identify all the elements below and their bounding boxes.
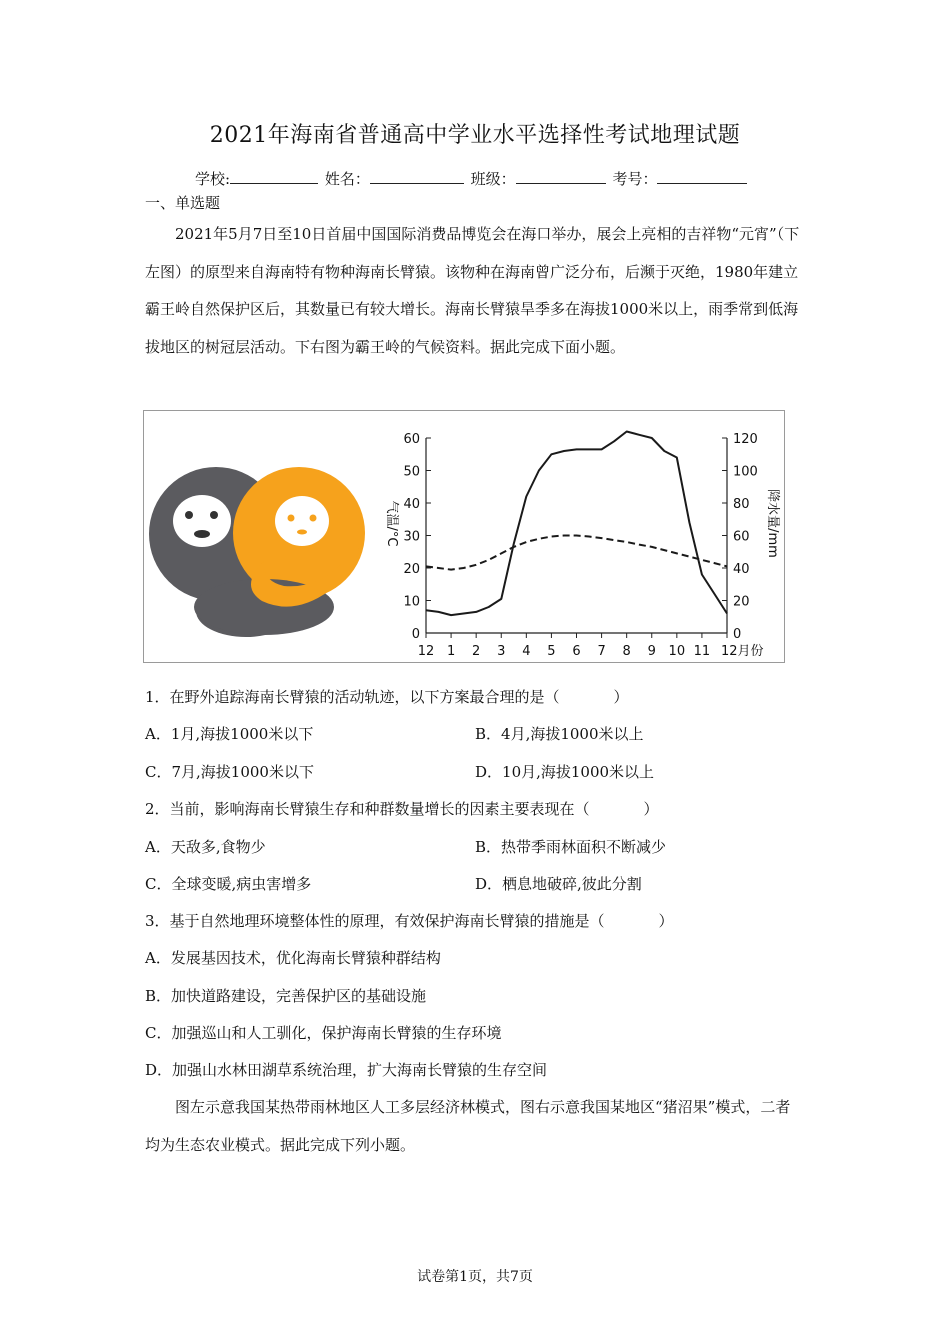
student-info-line: [195, 168, 749, 189]
temperature-line: [426, 536, 727, 570]
school-blank: [230, 169, 318, 184]
question-2-stem: 2．当前，影响海南长臂猿生存和种群数量增长的因素主要表现在（: [145, 800, 590, 818]
question-1: [145, 686, 629, 707]
y-right-tick-label: 100: [733, 464, 758, 480]
q2-option-a[interactable]: A．天敌多,食物少: [145, 838, 266, 856]
y-left-tick-label: 60: [403, 432, 420, 447]
page-title: 2021年海南省普通高中学业水平选择性考试地理试题: [209, 123, 741, 148]
x-tick-label: 6: [572, 644, 581, 659]
id-label: 考号：: [612, 170, 658, 188]
q1-option-a[interactable]: A．1月,海拔1000米以下: [145, 725, 314, 743]
y-right-tick-label: 120: [733, 432, 758, 447]
name-blank: [370, 169, 464, 184]
q1-option-c[interactable]: C．7月,海拔1000米以下: [145, 763, 314, 781]
q3-option-b[interactable]: B．加快道路建设，完善保护区的基础设施: [145, 987, 427, 1005]
x-tick-label: 2: [472, 644, 481, 659]
question-3-stem: 3．基于自然地理环境整体性的原理，有效保护海南长臂猿的措施是（: [145, 912, 605, 930]
q3-option-d[interactable]: D．加强山水林田湖草系统治理，扩大海南长臂猿的生存空间: [145, 1061, 548, 1079]
q2-option-b[interactable]: B．热带季雨林面积不断减少: [475, 838, 667, 856]
y-right-tick-label: 20: [733, 594, 750, 610]
section-heading: 一、单选题: [145, 194, 221, 212]
y-right-tick-label: 40: [733, 562, 750, 577]
y-left-tick-label: 50: [403, 464, 420, 480]
class-label: 班级：: [470, 170, 516, 188]
y-right-tick-label: 80: [733, 497, 750, 512]
y-right-tick-label: 60: [733, 529, 750, 545]
class-blank: [516, 169, 606, 184]
q1-option-d[interactable]: D．10月,海拔1000米以上: [475, 763, 655, 781]
figure-box: [143, 410, 785, 663]
q3-option-a[interactable]: A．发展基因技术，优化海南长臂猿种群结构: [145, 949, 441, 967]
y-left-tick-label: 30: [403, 529, 420, 545]
question-2-close: ）: [643, 800, 659, 818]
x-tick-label: 11: [693, 644, 711, 659]
question-3: [145, 910, 674, 931]
question-1-stem: 1．在野外追踪海南长臂猿的活动轨迹，以下方案最合理的是（: [145, 688, 560, 706]
x-tick-label: 8: [622, 644, 631, 659]
x-tick-label: 10: [668, 644, 686, 659]
x-tick-label: 7: [597, 644, 606, 659]
school-label: 学校:: [195, 170, 231, 188]
x-tick-label: 12月份: [721, 644, 764, 659]
y-right-tick-label: 0: [733, 627, 742, 642]
figure-svg: [144, 411, 784, 662]
y-left-axis-label: 气温/°C: [384, 500, 399, 547]
x-tick-label: 3: [497, 644, 506, 659]
passage-2-text: 图左示意我国某热带雨林地区人工多层经济林模式，图右示意我国某地区“猪沼果”模式，二者均为生态农业模式。据此完成下列小题。: [145, 1098, 791, 1154]
y-left-tick-label: 20: [403, 562, 420, 577]
y-left-tick-label: 40: [403, 497, 420, 512]
question-3-close: ）: [658, 912, 674, 930]
passage-1: [145, 216, 805, 366]
x-tick-label: 9: [647, 644, 656, 659]
passage-2: [145, 1089, 805, 1164]
q2-option-d[interactable]: D．栖息地破碎,彼此分割: [475, 875, 642, 893]
y-left-tick-label: 10: [403, 594, 420, 610]
x-tick-label: 12: [417, 644, 435, 659]
page-footer: 试卷第1页，共7页: [417, 1269, 533, 1285]
name-label: 姓名：: [324, 170, 370, 188]
question-1-close: ）: [613, 688, 629, 706]
q1-option-b[interactable]: B．4月,海拔1000米以上: [475, 725, 644, 743]
x-tick-label: 1: [446, 644, 456, 659]
q2-option-c[interactable]: C．全球变暖,病虫害增多: [145, 875, 312, 893]
y-right-axis-label: 降水量/mm: [765, 489, 780, 558]
x-tick-label: 5: [547, 644, 556, 659]
id-blank: [657, 169, 747, 184]
x-tick-label: 4: [522, 644, 531, 659]
mascot-yuanxiao-image: [149, 467, 365, 637]
passage-1-text: 2021年5月7日至10日首届中国国际消费品博览会在海口举办，展会上亮相的吉祥物“元宵”（下左图）的原型来自海南特有物种海南长臂猿。该物种在海南曾广泛分布，后濒于灭绝，1980年建立霸王岭自然保护区后，其数量已有较大增长。海南长臂猿旱季多在海拔1000米以上，雨季常到低海拔地区的树冠层活动。下右图为霸王岭的气候资料。据此完成下面小题。: [145, 225, 800, 356]
y-left-tick-label: 0: [411, 627, 420, 642]
question-2: [145, 798, 659, 819]
climate-chart: [384, 432, 781, 660]
q3-option-c[interactable]: C．加强巡山和人工驯化，保护海南长臂猿的生存环境: [145, 1024, 502, 1042]
precipitation-line: [426, 432, 727, 616]
